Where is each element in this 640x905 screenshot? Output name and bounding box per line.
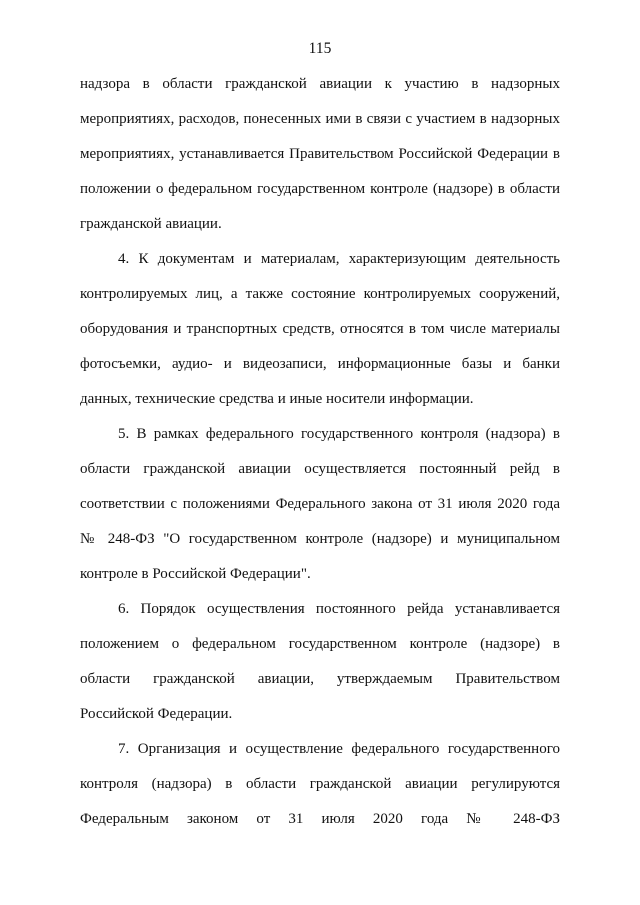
text-line: 4. К документам и материалам, характеризующим деятельность (118, 251, 560, 267)
paragraph (80, 242, 560, 417)
text-line: Федеральным законом от 31 июля 2020 года № 248-ФЗ (80, 811, 560, 827)
text-line: данных, технические средства и иные носители информации. (80, 391, 474, 407)
text-line: фотосъемки, аудио- и видеозаписи, информационные базы и банки (80, 356, 560, 372)
text-line: области гражданской авиации, утверждаемым Правительством (80, 671, 560, 687)
text-line: 7. Организация и осуществление федерального государственного (118, 741, 560, 757)
text-line: Российской Федерации. (80, 706, 233, 722)
text-line: мероприятиях, устанавливается Правительством Российской Федерации в (80, 146, 560, 162)
text-line: 6. Порядок осуществления постоянного рейда устанавливается (118, 601, 560, 617)
text-line: 5. В рамках федерального государственного контроля (надзора) в (118, 426, 560, 442)
text-line: контроля (надзора) в области гражданской авиации регулируются (80, 776, 560, 792)
document-body (80, 67, 560, 837)
text-line: надзора в области гражданской авиации к участию в надзорных (80, 76, 560, 92)
paragraph (80, 732, 560, 837)
paragraph (80, 67, 560, 242)
text-line: мероприятиях, расходов, понесенных ими в связи с участием в надзорных (80, 111, 560, 127)
text-line: контроле в Российской Федерации". (80, 566, 311, 582)
text-line: области гражданской авиации осуществляется постоянный рейд в (80, 461, 560, 477)
text-line: положением о федеральном государственном контроле (надзоре) в (80, 636, 560, 652)
paragraph (80, 417, 560, 592)
text-line: № 248-ФЗ "О государственном контроле (надзоре) и муниципальном (80, 531, 560, 547)
text-line: оборудования и транспортных средств, относятся в том числе материалы (80, 321, 560, 337)
text-line: соответствии с положениями Федерального закона от 31 июля 2020 года (80, 496, 560, 512)
paragraph (80, 592, 560, 732)
text-line: положении о федеральном государственном контроле (надзоре) в области (80, 181, 560, 197)
text-line: гражданской авиации. (80, 216, 222, 232)
page-number: 115 (308, 40, 332, 57)
text-line: контролируемых лиц, а также состояние контролируемых сооружений, (80, 286, 560, 302)
